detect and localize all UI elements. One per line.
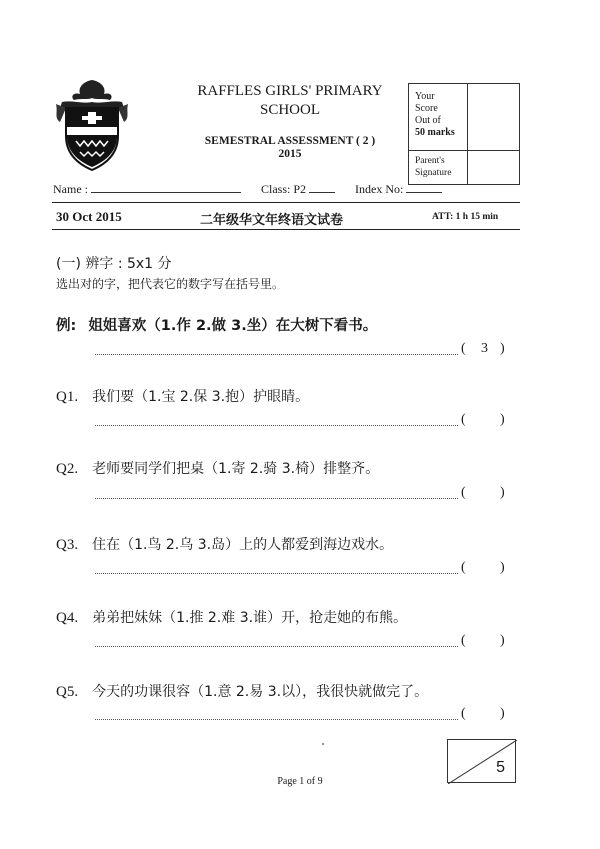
school-name-line2: SCHOOL	[259, 102, 320, 118]
example-paren-open: (	[461, 341, 466, 356]
exam-title: 二年级华文年终语文试卷	[200, 213, 344, 228]
stray-dot	[322, 743, 324, 745]
page-number: Page 1 of 9	[277, 776, 323, 787]
example-question	[56, 314, 377, 335]
parent-signature-label	[415, 155, 451, 179]
question-5-paren-open: (	[461, 706, 466, 721]
example-text: 姐姐喜欢（1.作 2.做 3.坐）在大树下看书。	[88, 318, 378, 334]
question-2-paren-close: )	[500, 485, 505, 500]
student-info-line	[53, 182, 442, 197]
section-marks-total: 5	[496, 759, 505, 776]
question-1-answer-line	[95, 425, 458, 426]
divider-top	[52, 202, 520, 203]
parent-label-line2: Signature	[415, 168, 452, 178]
question-3-paren-close: )	[500, 560, 505, 575]
assessment-title: SEMESTRAL ASSESSMENT ( 2 )	[204, 135, 376, 147]
question-3-answer-line	[95, 573, 458, 574]
school-name	[175, 82, 405, 120]
question-5-answer-line	[95, 719, 458, 720]
question-3-paren-open: (	[461, 560, 466, 575]
question-4-text: 弟弟把妹妹（1.推 2.难 3.谁）开，抢走她的布熊。	[92, 610, 408, 626]
question-3-text: 住在（1.鸟 2.乌 3.岛）上的人都爱到海边戏水。	[92, 537, 394, 553]
example-label: 例:	[56, 318, 77, 334]
question-2-text: 老师要同学们把桌（1.寄 2.骑 3.椅）排整齐。	[92, 461, 380, 477]
question-4-label: Q4.	[56, 610, 79, 626]
question-5-text: 今天的功课很容（1.意 2.易 3.以），我很快就做完了。	[92, 684, 429, 700]
assessment-heading	[175, 135, 405, 161]
score-label	[415, 91, 455, 139]
section-marks-box	[447, 739, 516, 783]
score-box	[408, 83, 520, 185]
score-label-line1: Your	[415, 91, 435, 102]
question-5	[56, 681, 428, 701]
question-2-answer-field[interactable]	[468, 483, 498, 503]
question-4-paren-open: (	[461, 633, 466, 648]
question-1-text: 我们要（1.宝 2.保 3.抱）护眼睛。	[92, 389, 310, 405]
question-5-paren-close: )	[500, 706, 505, 721]
score-label-line4: 50 marks	[415, 127, 455, 138]
score-label-line3: Out of	[415, 115, 441, 126]
question-2-answer-line	[95, 498, 458, 499]
parent-label-line1: Parent's	[415, 156, 445, 166]
school-crest-logo	[52, 78, 132, 174]
question-1-label: Q1.	[56, 389, 79, 405]
question-2-label: Q2.	[56, 461, 79, 477]
school-name-line1: RAFFLES GIRLS' PRIMARY	[197, 83, 383, 99]
class-label: Class: P2	[261, 182, 307, 196]
name-label: Name :	[53, 182, 88, 196]
question-2-paren-open: (	[461, 485, 466, 500]
divider-bottom	[52, 229, 520, 230]
exam-date: 30 Oct 2015	[56, 209, 122, 224]
allotted-time: ATT: 1 h 15 min	[432, 212, 499, 222]
question-2	[56, 458, 379, 478]
example-answer-line	[95, 354, 458, 355]
question-4	[56, 607, 407, 627]
example-answer: 3	[481, 341, 488, 356]
section-instruction: 选出对的字，把代表它的数字写在括号里。	[56, 277, 285, 291]
question-1	[56, 386, 309, 406]
question-3-answer-field[interactable]	[468, 558, 498, 578]
diagonal-line	[448, 740, 517, 784]
index-label: Index No:	[355, 182, 404, 196]
score-label-line2: Score	[415, 103, 438, 114]
question-1-answer-field[interactable]	[468, 410, 498, 430]
class-field[interactable]	[309, 182, 335, 193]
question-1-paren-open: (	[461, 412, 466, 427]
question-3	[56, 534, 393, 554]
index-field[interactable]	[406, 182, 442, 193]
assessment-year: 2015	[278, 148, 302, 160]
question-5-answer-field[interactable]	[468, 704, 498, 724]
question-5-label: Q5.	[56, 684, 79, 700]
question-4-paren-close: )	[500, 633, 505, 648]
question-4-answer-line	[95, 646, 458, 647]
example-paren-close: )	[500, 341, 505, 356]
name-field[interactable]	[91, 182, 241, 193]
question-4-answer-field[interactable]	[468, 631, 498, 651]
question-1-paren-close: )	[500, 412, 505, 427]
section-title: (一) 辨字 : 5x1 分	[56, 256, 172, 272]
question-3-label: Q3.	[56, 537, 79, 553]
